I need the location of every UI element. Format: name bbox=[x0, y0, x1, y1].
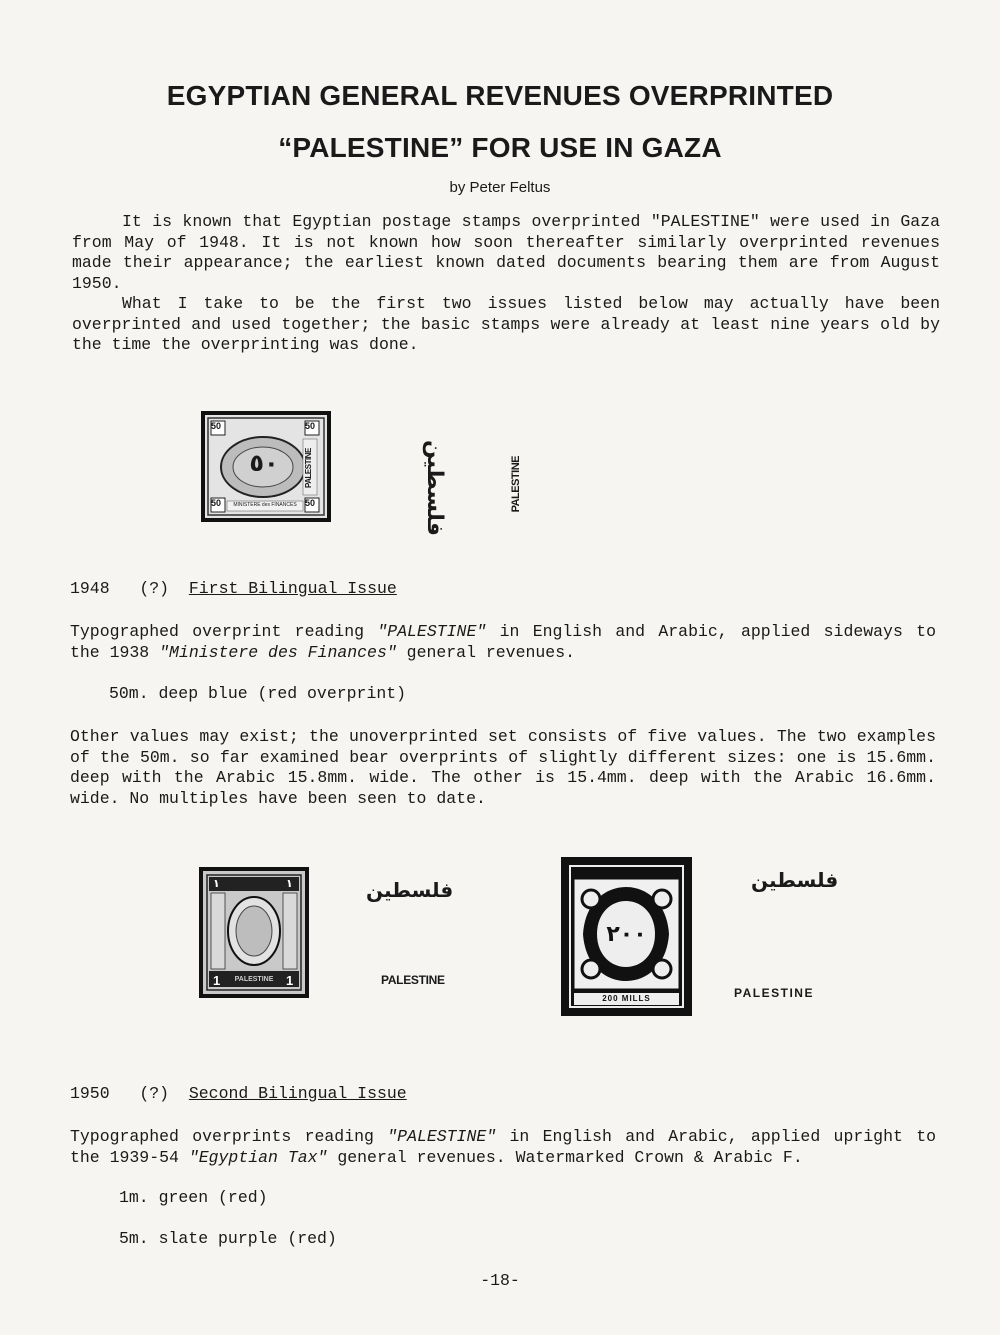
overprint-arabic-vertical: فلسطين bbox=[423, 440, 448, 536]
issue-2-year: 1950 bbox=[70, 1084, 110, 1103]
issue-1-item-50m: 50m. deep blue (red overprint) bbox=[109, 684, 407, 703]
stamp-50m-bottom-text: MINISTERE des FINANCES bbox=[233, 502, 297, 508]
issue-2-heading bbox=[70, 1084, 407, 1104]
stamp-50m-arabic-value: ٥٠ bbox=[249, 450, 279, 477]
issue-1-qualifier: (?) bbox=[139, 579, 170, 598]
issue-2-desc-quote-egyptian-tax: "Egyptian Tax" bbox=[188, 1147, 328, 1167]
page-number: -18- bbox=[480, 1271, 520, 1290]
issue-2-qualifier: (?) bbox=[139, 1084, 170, 1103]
issue-2-desc-text: in English and Arabic, applied upright to the 1939-54 bbox=[70, 1127, 936, 1167]
issue-1-desc-text: general revenues. bbox=[396, 642, 575, 662]
page-title-line-2: “PALESTINE” FOR USE IN GAZA bbox=[278, 132, 722, 163]
issue-1-year: 1948 bbox=[70, 579, 110, 598]
stamp-1m-overprint: PALESTINE bbox=[234, 976, 274, 983]
intro-text bbox=[72, 212, 940, 356]
overprint-a-arabic: فلسطين bbox=[366, 880, 454, 902]
stamp-image-1m bbox=[199, 867, 309, 998]
issue-1-heading bbox=[70, 579, 397, 599]
stamp-image-200m bbox=[561, 857, 692, 1016]
issue-1-name: First Bilingual Issue bbox=[188, 579, 397, 598]
stamp-1m-corner-value: 1 bbox=[213, 973, 221, 988]
issue-2-description bbox=[70, 1127, 936, 1168]
stamp-1m-corner-value: 1 bbox=[286, 973, 294, 988]
page-title-line-1: EGYPTIAN GENERAL REVENUES OVERPRINTED bbox=[166, 80, 834, 111]
stamp-50m-overprint: PALESTINE bbox=[304, 448, 313, 488]
stamp-200m-bottom-text: 200 MILLS bbox=[602, 994, 651, 1003]
stamp-1m-corner-arabic: ١ bbox=[286, 878, 293, 890]
byline: by Peter Feltus bbox=[449, 179, 551, 196]
issue-1-description bbox=[70, 622, 936, 663]
issue-2-desc-text: general revenues. Watermarked Crown & Arabic F. bbox=[327, 1147, 803, 1167]
stamp-200m-arabic-value: ٢٠٠ bbox=[606, 921, 647, 946]
issue-2-name: Second Bilingual Issue bbox=[188, 1084, 407, 1103]
intro-paragraph-1: It is known that Egyptian postage stamps overprinted "PALESTINE" were used in Gaza from May of 1948. It is not known how soon thereafter similarly overprinted revenues made their appearance; the earliest known dated documents bearing them are from August 1950. bbox=[72, 212, 940, 293]
overprint-english-vertical: PALESTINE bbox=[510, 456, 522, 513]
issue-2-desc-text: Typographed overprints reading bbox=[70, 1127, 388, 1146]
stamp-50m-corner-value: 50 bbox=[211, 498, 222, 508]
issue-2-desc-quote-palestine: "PALESTINE" bbox=[387, 1127, 497, 1146]
overprint-b-english: PALESTINE bbox=[734, 986, 814, 1000]
stamp-50m-corner-value: 50 bbox=[211, 421, 222, 431]
issue-1-desc-text: in English and Arabic, applied sideways to the 1938 bbox=[70, 622, 936, 662]
stamp-image-50m bbox=[201, 411, 331, 522]
intro-paragraph-2: What I take to be the first two issues listed below may actually have been overprinted and used together; the basic stamps were already at least nine years old by the time the overprinting was done. bbox=[72, 294, 940, 354]
issue-1-desc-quote-palestine: "PALESTINE" bbox=[377, 622, 487, 641]
stamp-50m-corner-value: 50 bbox=[305, 421, 316, 431]
issue-2-item-1m: 1m. green (red) bbox=[119, 1188, 268, 1207]
issue-1-desc-text: Typographed overprint reading bbox=[70, 622, 378, 641]
issue-1-desc-quote-ministere: "Ministere des Finances" bbox=[159, 642, 397, 662]
issue-2-item-5m: 5m. slate purple (red) bbox=[119, 1229, 337, 1248]
stamp-1m-corner-arabic: ١ bbox=[213, 878, 220, 890]
overprint-a-english: PALESTINE bbox=[381, 973, 445, 987]
issue-1-note: Other values may exist; the unoverprinted set consists of five values. The two examples of the 50m. so far examined bear overprints of slightly different sizes: one is 15.6mm. deep with the Arabic 15.8mm. wide. The other is 15.4mm. deep with the Arabic 16.6mm. wide. No multiples have been seen to date. bbox=[70, 727, 936, 808]
overprint-b-arabic: فلسطين bbox=[751, 870, 839, 892]
stamp-50m-corner-value: 50 bbox=[305, 498, 316, 508]
